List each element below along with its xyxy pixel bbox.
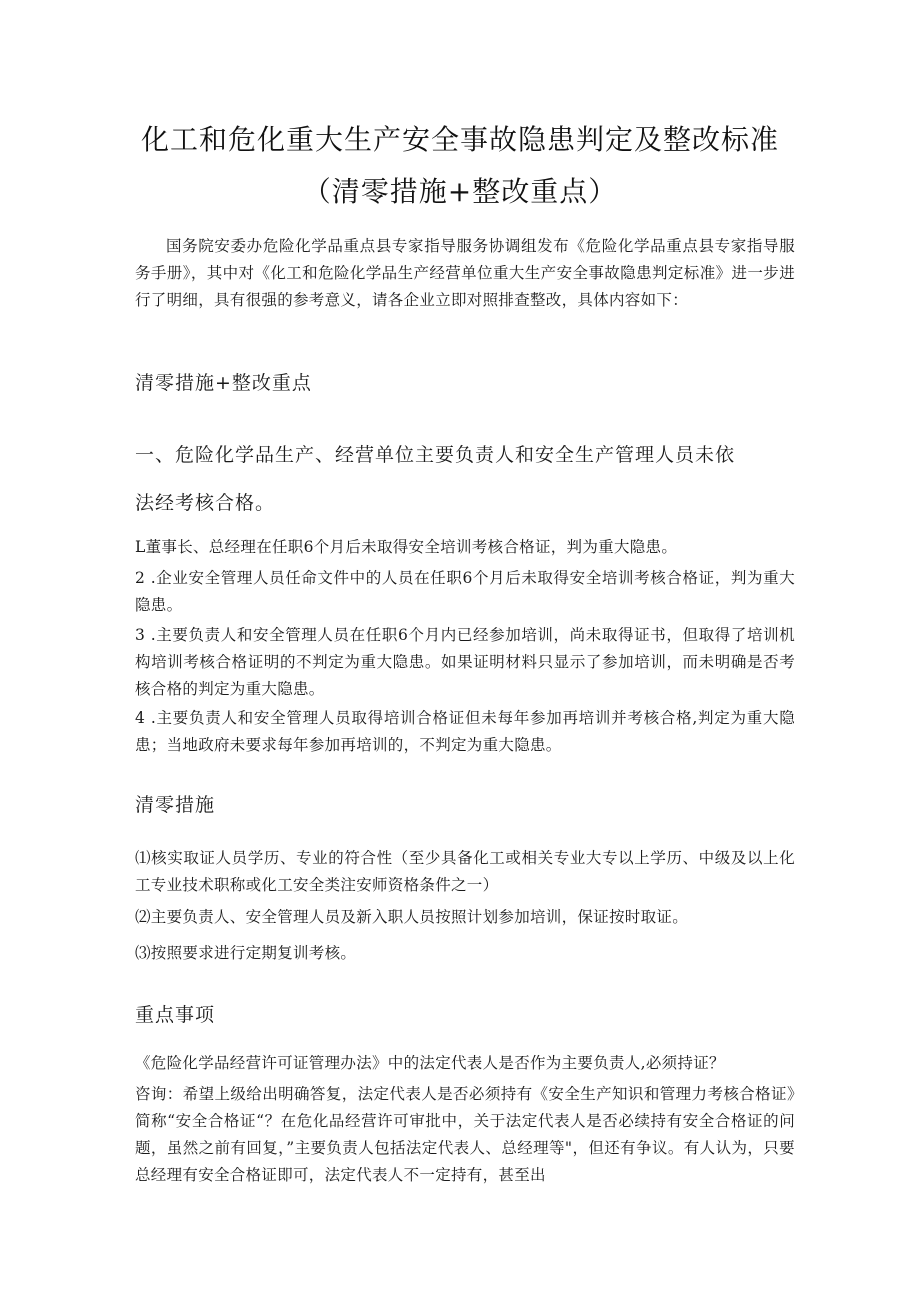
key-answer: 咨询：希望上级给出明确答复，法定代表人是否必须持有《安全生产知识和管理力考核合格证》简称“安全合格证“？在危化品经营许可审批中，关于法定代表人是否必续持有安全合格证的问题，虽然之前有回复，”主要负责人包括法定代表人、总经理等"，但还有争议。有人认为，只要总经理有安全合格证即可，法定代表人不一定持有，甚至出 xyxy=(135,1085,795,1184)
criterion-3: 3 .主要负责人和安全管理人员在任职6个月内已经参加培训，尚未取得证书，但取得了培训机构培训考核合格证明的不判定为重大隐患。如果证明材料只显示了参加培训，而未明确是否考核合格的判定为重大隐患。 xyxy=(135,626,795,698)
measures-heading: 清零措施 xyxy=(135,794,216,816)
item-heading-line1: 一、危险化学品生产、经营单位主要负责人和安全生产管理人员未依 xyxy=(135,444,736,466)
measure-item-2: ⑵主要负责人、安全管理人员及新入职人员按照计划参加培训，保证按时取证。 xyxy=(135,908,689,926)
key-question: 《危险化学品经营许可证管理办法》中的法定代表人是否作为主要负责人,必须持证？ xyxy=(135,1054,725,1072)
document-subtitle: （清零措施+整改重点） xyxy=(302,175,618,208)
measure-item-3: ⑶按照要求进行定期复训考核。 xyxy=(135,944,357,962)
section-label: 清零措施+整改重点 xyxy=(135,372,312,394)
criterion-4: 4 .主要负责人和安全管理人员取得培训合格证但未每年参加再培训并考核合格,判定为重大隐患；当地政府未要求每年参加再培训的，不判定为重大隐患。 xyxy=(135,709,795,754)
criterion-2: 2 .企业安全管理人员任命文件中的人员在任职6个月后未取得安全培训考核合格证，判为重大隐患。 xyxy=(135,569,795,614)
key-points-heading: 重点事项 xyxy=(135,1004,216,1026)
item-heading-line2: 法经考核合格。 xyxy=(135,492,276,514)
measure-item-1: ⑴核实取证人员学历、专业的符合性（至少具备化工或相关专业大专以上学历、中级及以上化工专业技术职称或化工安全类注安师资格条件之一） xyxy=(135,849,795,894)
document-title: 化工和危化重大生产安全事故隐患判定及整改标准 xyxy=(140,123,779,156)
criterion-1: L董事长、总经理在任职6个月后未取得安全培训考核合格证，判为重大隐患。 xyxy=(135,538,678,556)
intro-paragraph: 国务院安委办危险化学品重点县专家指导服务协调组发布《危险化学品重点县专家指导服务手册》，其中对《化工和危险化学品生产经营单位重大生产安全事故隐患判定标准》进一步进行了明细，具有很强的参考意义，请各企业立即对照排查整改，具体内容如下： xyxy=(135,237,795,309)
